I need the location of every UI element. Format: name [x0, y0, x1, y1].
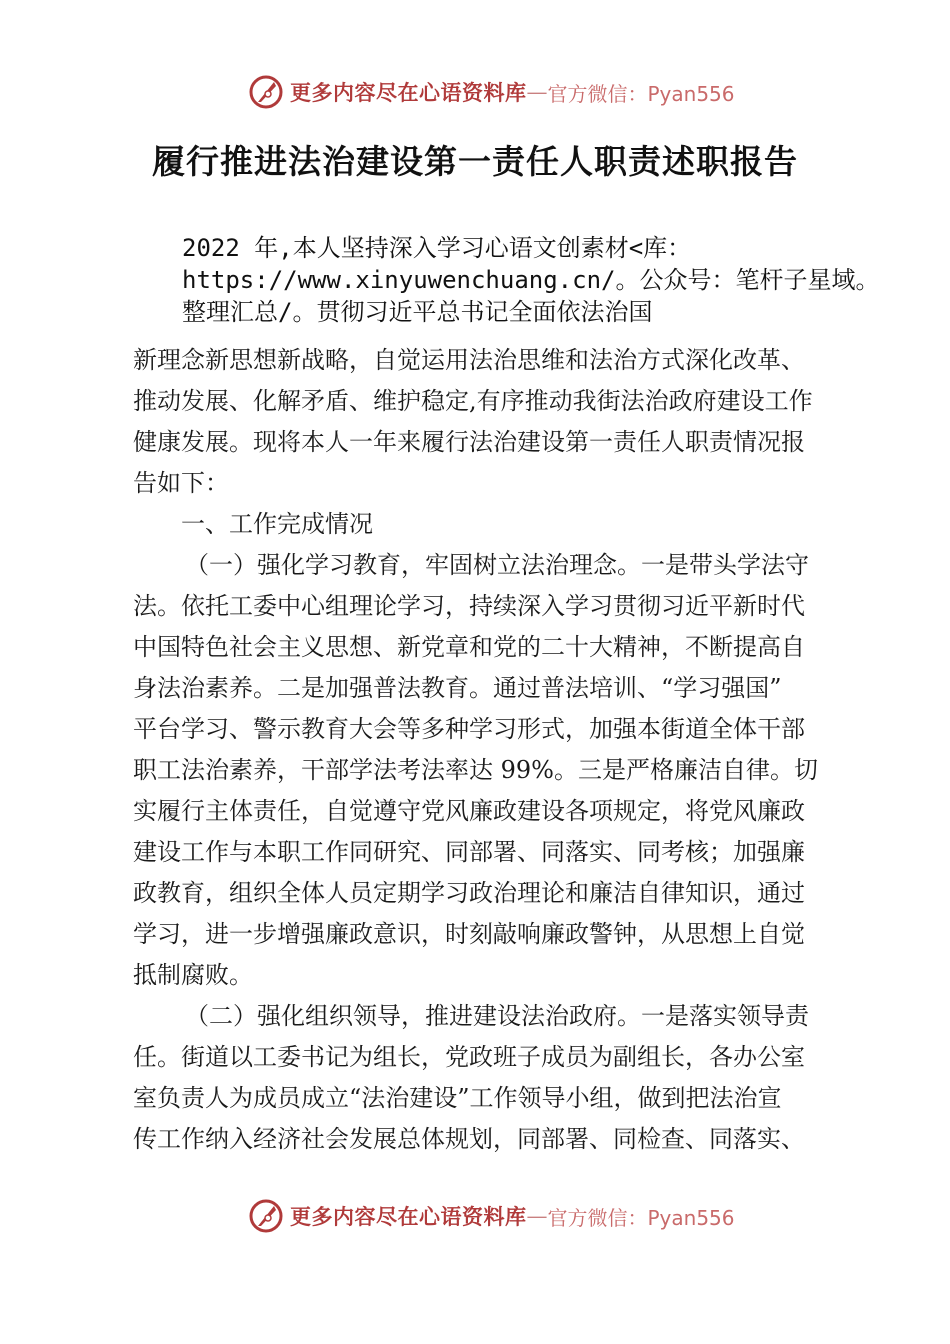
body-line: 法。依托工委中心组理论学习，持续深入学习贯彻习近平新时代	[133, 592, 805, 620]
body-line: 职工法治素养，干部学法考法率达 99%。三是严格廉洁自律。切	[133, 756, 818, 784]
banner-dash: —	[526, 1204, 548, 1228]
body-line: 传工作纳入经济社会发展总体规划，同部署、同检查、同落实、	[133, 1125, 805, 1153]
banner-slogan: 更多内容尽在心语资料库	[290, 1204, 527, 1229]
body-text	[133, 340, 833, 1160]
body-line: 任。街道以工委书记为组长，党政班子成员为副组长，各办公室	[133, 1043, 805, 1071]
section-heading: 一、工作完成情况	[181, 510, 373, 538]
body-line: 新理念新思想新战略，自觉运用法治思维和法治方式深化改革、	[133, 346, 805, 374]
body-line: 平台学习、警示教育大会等多种学习形式，加强本街道全体干部	[133, 715, 805, 743]
intro-line: https://www.xinyuwenchuang.cn/。公众号：笔杆子星域。	[182, 266, 880, 294]
quill-pen-logo-icon	[248, 1198, 284, 1234]
body-line: 实履行主体责任，自觉遵守党风廉政建设各项规定，将党风廉政	[133, 797, 805, 825]
banner-wechat: 官方微信：Pyan556	[547, 81, 735, 106]
banner-wechat: 官方微信：Pyan556	[547, 1205, 735, 1230]
subsection-heading: （二）强化组织领导，推进建设法治政府。一是落实领导责	[185, 1002, 809, 1030]
body-line: 健康发展。现将本人一年来履行法治建设第一责任人职责情况报	[133, 428, 805, 456]
body-line: 身法治素养。二是加强普法教育。通过普法培训、“学习强国”	[133, 674, 782, 702]
body-line: 室负责人为成员成立“法治建设”工作领导小组，做到把法治宣	[133, 1084, 782, 1112]
intro-line: 2022 年,本人坚持深入学习心语文创素材<库：	[182, 234, 692, 262]
banner-slogan: 更多内容尽在心语资料库	[290, 80, 527, 105]
subsection-heading: （一）强化学习教育，牢固树立法治理念。一是带头学法守	[185, 551, 809, 579]
body-line: 中国特色社会主义思想、新党章和党的二十大精神，不断提高自	[133, 633, 805, 661]
body-line: 学习，进一步增强廉政意识，时刻敲响廉政警钟，从思想上自觉	[133, 920, 805, 948]
body-line: 政教育，组织全体人员定期学习政治理论和廉洁自律知识，通过	[133, 879, 805, 907]
header-banner	[248, 72, 768, 112]
intro-line: 整理汇总/。贯彻习近平总书记全面依法治国	[182, 298, 653, 326]
body-line: 抵制腐败。	[133, 961, 253, 989]
body-line: 告如下：	[133, 469, 229, 497]
body-line: 推动发展、化解矛盾、维护稳定,有序推动我街法治政府建设工作	[133, 387, 813, 415]
banner-dash: —	[526, 80, 548, 104]
body-line: 建设工作与本职工作同研究、同部署、同落实、同考核；加强廉	[133, 838, 805, 866]
footer-banner	[248, 1196, 768, 1236]
quill-pen-logo-icon	[248, 74, 284, 110]
intro-block	[182, 232, 882, 328]
document-title: 履行推进法治建设第一责任人职责述职报告	[152, 142, 798, 181]
